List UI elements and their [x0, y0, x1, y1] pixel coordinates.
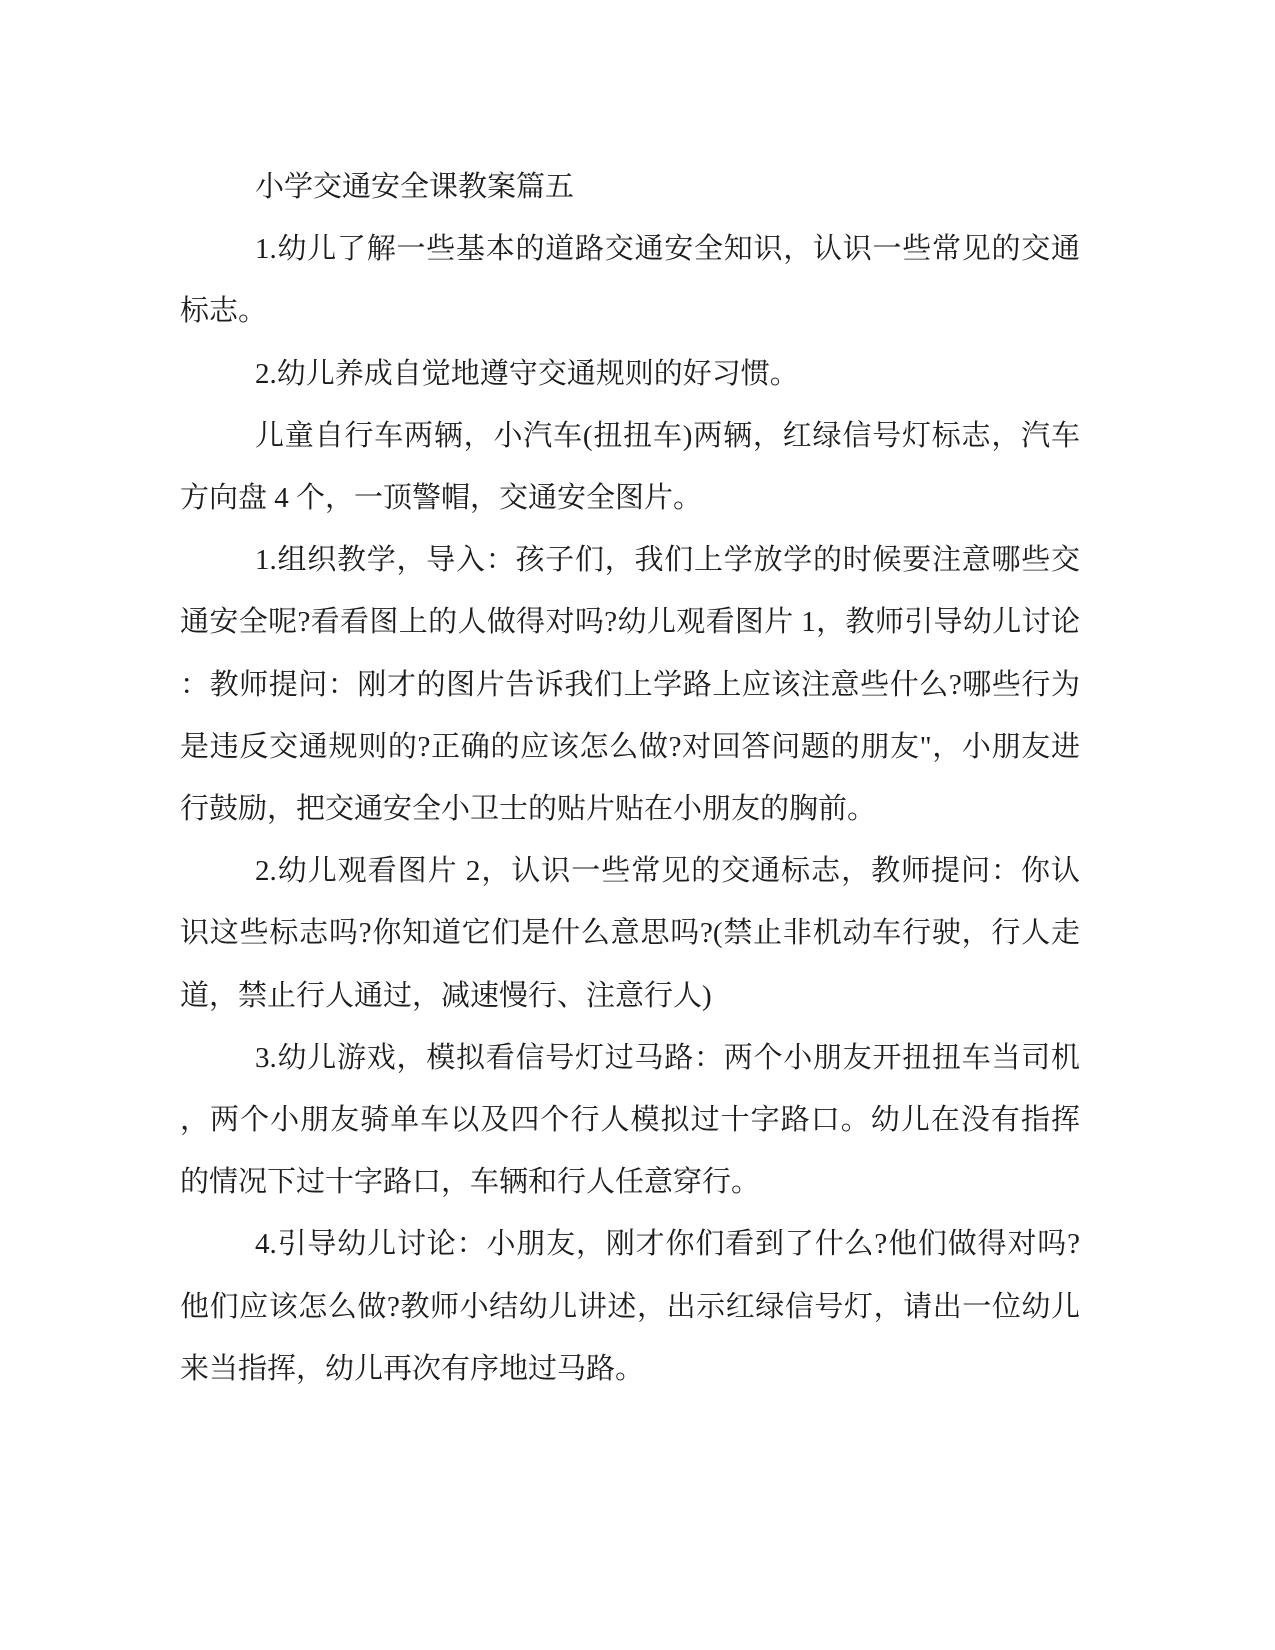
- text-line: 儿童自行车两辆，小汽车(扭扭车)两辆，红绿信号灯标志，汽车: [255, 419, 1080, 452]
- text-line: 识这些标志吗?你知道它们是什么意思吗?(禁止非机动车行驶，行人走: [180, 917, 1080, 950]
- text-line: 2.幼儿观看图片 2，认识一些常见的交通标志，教师提问：你认: [255, 855, 1080, 888]
- text-line: 是违反交通规则的?正确的应该怎么做?对回答问题的朋友"，小朋友进: [180, 730, 1080, 763]
- text-line: 1.组织教学，导入：孩子们，我们上学放学的时候要注意哪些交: [255, 544, 1080, 577]
- text-line: 行鼓励，把交通安全小卫士的贴片贴在小朋友的胸前。: [180, 793, 877, 826]
- text-line: 1.幼儿了解一些基本的道路交通安全知识，认识一些常见的交通: [255, 233, 1080, 266]
- text-line: 来当指挥，幼儿再次有序地过马路。: [180, 1352, 645, 1385]
- title-line: 小学交通安全课教案篇五: [255, 171, 575, 203]
- text-line: 标志。: [180, 295, 268, 328]
- text-line: 他们应该怎么做?教师小结幼儿讲述，出示红绿信号灯，请出一位幼儿: [180, 1290, 1080, 1323]
- text-line: 通安全呢?看看图上的人做得对吗?幼儿观看图片 1，教师引导幼儿讨论: [180, 606, 1080, 639]
- text-line: 2.幼儿养成自觉地遵守交通规则的好习惯。: [255, 357, 799, 390]
- text-line: ，两个小朋友骑单车以及四个行人模拟过十字路口。幼儿在没有指挥: [180, 1104, 1080, 1137]
- text-line: 道，禁止行人通过，减速慢行、注意行人): [180, 979, 712, 1012]
- text-line: 方向盘 4 个，一顶警帽，交通安全图片。: [180, 482, 703, 515]
- text-line: 的情况下过十字路口，车辆和行人任意穿行。: [180, 1166, 761, 1199]
- document-page: [180, 156, 1080, 1400]
- text-line: ：教师提问：刚才的图片告诉我们上学路上应该注意些什么?哪些行为: [180, 668, 1080, 701]
- text-line: 4.引导幼儿讨论：小朋友，刚才你们看到了什么?他们做得对吗?: [255, 1228, 1080, 1261]
- text-line: 3.幼儿游戏，模拟看信号灯过马路：两个小朋友开扭扭车当司机: [255, 1041, 1080, 1074]
